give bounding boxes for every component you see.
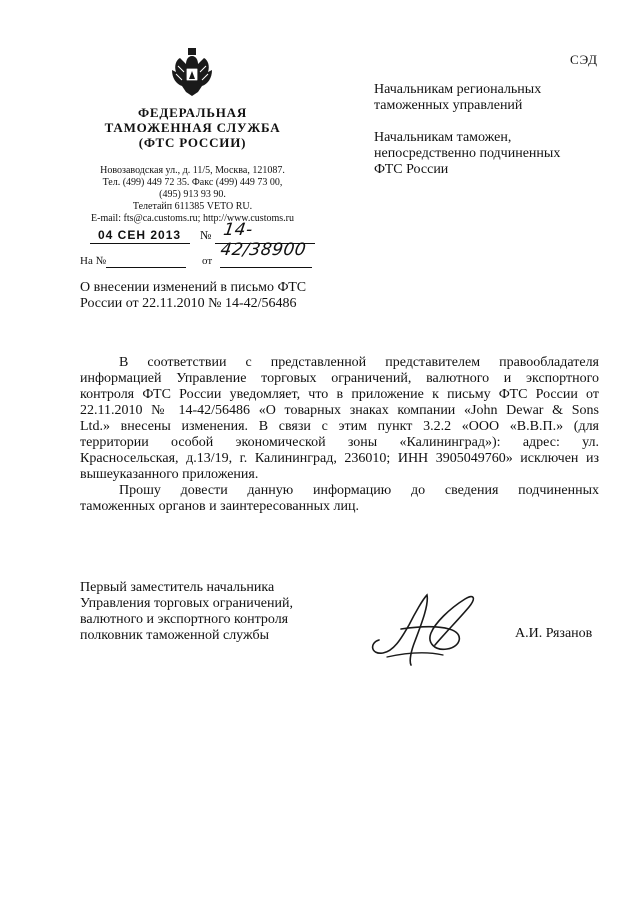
address-line: Новозаводская ул., д. 11/5, Москва, 121087. [100, 165, 285, 176]
address-line: Тел. (499) 449 72 35. Факс (499) 449 73 00, [102, 177, 283, 188]
body-line: Прошу довести данную информацию до сведения подчиненных [119, 483, 599, 498]
recipient-line: непосредственно подчиненных [374, 146, 561, 161]
reference-from-blank [220, 267, 312, 268]
reference-no-label: На № [80, 255, 107, 267]
organization-address [80, 165, 305, 225]
body-line: Красносельская, д.13/19, г. Калининград, 236010; ИНН 3905049760» исключен из [80, 451, 599, 466]
sed-stamp: СЭД [570, 52, 599, 67]
date-underline [90, 243, 190, 244]
handwritten-signature [365, 585, 490, 680]
address-line: Телетайп 611385 VETO RU. [132, 201, 253, 212]
recipient-line: ФТС России [374, 162, 449, 177]
recipients [374, 82, 560, 194]
address-line: (495) 913 93 90. [159, 189, 226, 200]
letter-body [80, 355, 599, 515]
body-line: В соответствии с представленной представителем правообладателя [119, 355, 599, 370]
body-line: таможенных органов и заинтересованных лиц. [80, 499, 359, 514]
reference-line [80, 255, 320, 271]
russian-double-headed-eagle-icon [170, 46, 214, 98]
number-sign: № [200, 228, 212, 242]
signatory-line: Управления торговых ограничений, [80, 596, 293, 611]
body-line: 22.11.2010 № 14-42/56486 «О товарных знаках компании «John Dewar & Sons [80, 403, 599, 418]
org-line: ФЕДЕРАЛЬНАЯ [137, 105, 248, 120]
organization-name [85, 105, 300, 150]
body-line: Ltd.» внесены изменения. В связи с этим пункт 3.2.2 «ООО «В.В.П.» (для [80, 419, 599, 434]
registration-line [80, 220, 320, 260]
org-line: (ФТС РОССИИ) [138, 135, 247, 150]
reference-from-label: от [202, 255, 213, 267]
signatory-line: полковник таможенной службы [80, 628, 270, 643]
recipient-line: Начальникам таможен, [374, 130, 512, 145]
subject-line: России от 22.11.2010 № 14-42/56486 [80, 296, 297, 311]
signatory-line: Первый заместитель начальника [80, 580, 275, 595]
body-line: территории особой экономической зоны «Калининград»): адрес: ул. [80, 435, 599, 450]
body-line: контроля ФТС России уведомляет, что в приложение к письму ФТС России от [80, 387, 599, 402]
reference-no-blank [106, 267, 186, 268]
body-line: вышеуказанного приложения. [80, 467, 259, 482]
registration-date: 04 СЕН 2013 [98, 228, 182, 242]
org-line: ТАМОЖЕННАЯ СЛУЖБА [104, 120, 281, 135]
signatory-title [80, 580, 293, 644]
recipient-group [374, 130, 560, 178]
signatory-line: валютного и экспортного контроля [80, 612, 289, 627]
address-line: E-mail: fts@ca.customs.ru; http://www.customs.ru [91, 213, 294, 224]
letter-subject [80, 280, 306, 312]
subject-line: О внесении изменений в письмо ФТС [80, 280, 307, 295]
signer-name: А.И. Рязанов [515, 626, 593, 641]
body-line: информацией Управление торговых ограничений, валютного и экспортного [80, 371, 599, 386]
number-underline [215, 243, 315, 244]
recipient-group [374, 82, 560, 114]
recipient-line: Начальникам региональных [374, 82, 542, 97]
registration-number: 14-42/38900 [219, 220, 308, 260]
recipient-line: таможенных управлений [374, 98, 523, 113]
